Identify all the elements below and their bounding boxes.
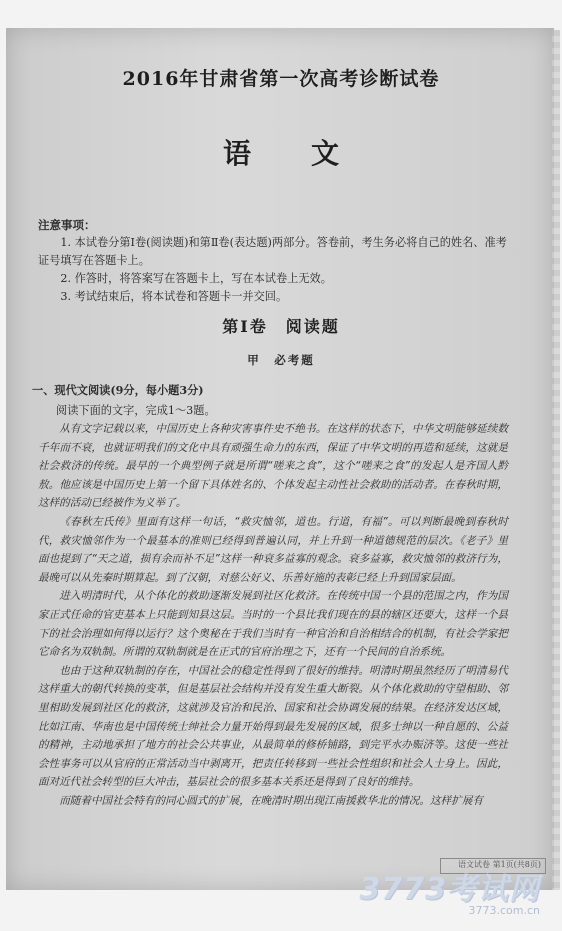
passage-paragraph: 也由于这种双轨制的存在，中国社会的稳定性得到了很好的维持。明清时期虽然经历了明清易代这样重大的朝代转换的变革，但是基层社会结构并没有发生重大断裂。从个体化救助的守望相助、邻里相助发展到社区化的救济，这就涉及官治和民治、国家和社会协调发展的结果。在经济发达区域，比如江南、华南也是中国传统士绅社会力量开始得到最先发展的区域，很多士绅以一种自愿的、公益的精神，主动地承担了地方的社会公共事业，从最简单的修桥铺路，到完平水办赈济等。这使一些社会性事务可以从官府的正常活动当中剥离开，把责任转移到一些社会性组织和社会人士身上。因此，面对近代社会转型的巨大冲击，基层社会的很多基本关系还是得到了良好的维持。 — [38, 664, 508, 789]
passage-paragraph: 从有文字记载以来，中国历史上各种灾害事件史不绝书。在这样的状态下，中华文明能够延续数千年而不衰，也就证明我们的文化中具有顽强生命力的东西，保证了中华文明的再造和延续，这就是社会救济的传统。最早的一个典型例子就是所谓“嗟来之食”，这个“嗟来之食”的发起人是齐国人黔敖。他应该是中国历史上第一个留下具体姓名的、个体发起主动性社会救助的活动者。在春秋时期，这样的活动已经被作为义举了。 — [38, 423, 508, 510]
passage-paragraph: 进入明清时代，从个体化的救助逐渐发展到社区化救济。在传统中国一个县的范围之内，作为国家正式任命的官吏基本上只能到知县这层。当时的一个县比我们现在的县的辖区还要大，这样一个县下的社会治理如何得以运行？这个奥秘在于我们当时有一种官治和自治相结合的机制，有社会学家把它命名为双轨制。所谓的双轨制就是在正式的官府治理之下，还有一个民间的自治系统。 — [38, 590, 508, 659]
notice-item: 1. 本试卷分第Ⅰ卷(阅读题)和第Ⅱ卷(表达题)两部分。答卷前，考生务必将自己的姓名、准考证号填写在答题卡上。 — [38, 236, 507, 267]
question-instruction: 阅读下面的文字，完成1～3题。 — [56, 404, 216, 417]
exam-title: 2016年甘肃省第一次高考诊断试卷 — [122, 68, 440, 90]
question-heading: 一、现代文阅读(9分，每小题3分) — [32, 383, 204, 397]
notice-item: 2. 作答时，将答案写在答题卡上，写在本试卷上无效。 — [60, 272, 332, 285]
notice-block — [38, 216, 518, 306]
watermark-url: 3773.com.cn — [468, 904, 540, 917]
passage-paragraph: 而随着中国社会特有的同心圆式的扩展，在晚清时期出现江南援救华北的情况。这样扩展有 — [59, 794, 483, 807]
notice-item: 3. 考试结束后，将本试卷和答题卡一并交回。 — [60, 290, 288, 303]
part-title: 第Ⅰ卷 阅读题 — [222, 317, 340, 336]
watermark — [360, 864, 541, 917]
section-title: 甲 必考题 — [247, 353, 315, 367]
notice-heading: 注意事项： — [38, 218, 96, 232]
subject-title: 语文 — [222, 137, 399, 170]
passage-paragraph: 《春秋左氏传》里面有这样一句话，“救灾恤邻，道也。行道，有福”。可以判断最晚到春秋时代，救灾恤邻作为一个最基本的准则已经得到普遍认同，并上升到一种道德规范的层次。《老子》里面也提到了“天之道，损有余而补不足”这样一种衰多益寡的观念。衰多益寡，救灾恤邻的救济行为，最晚可以从先秦时期算起。到了汉朝，对慈公好义、乐善好施的表彰已经上升到国家层面。 — [38, 515, 508, 584]
reading-passage — [38, 420, 508, 810]
page-footer: 语文试卷 第1页(共8页) — [440, 858, 546, 874]
watermark-logo: 3773考试网 — [359, 872, 540, 907]
